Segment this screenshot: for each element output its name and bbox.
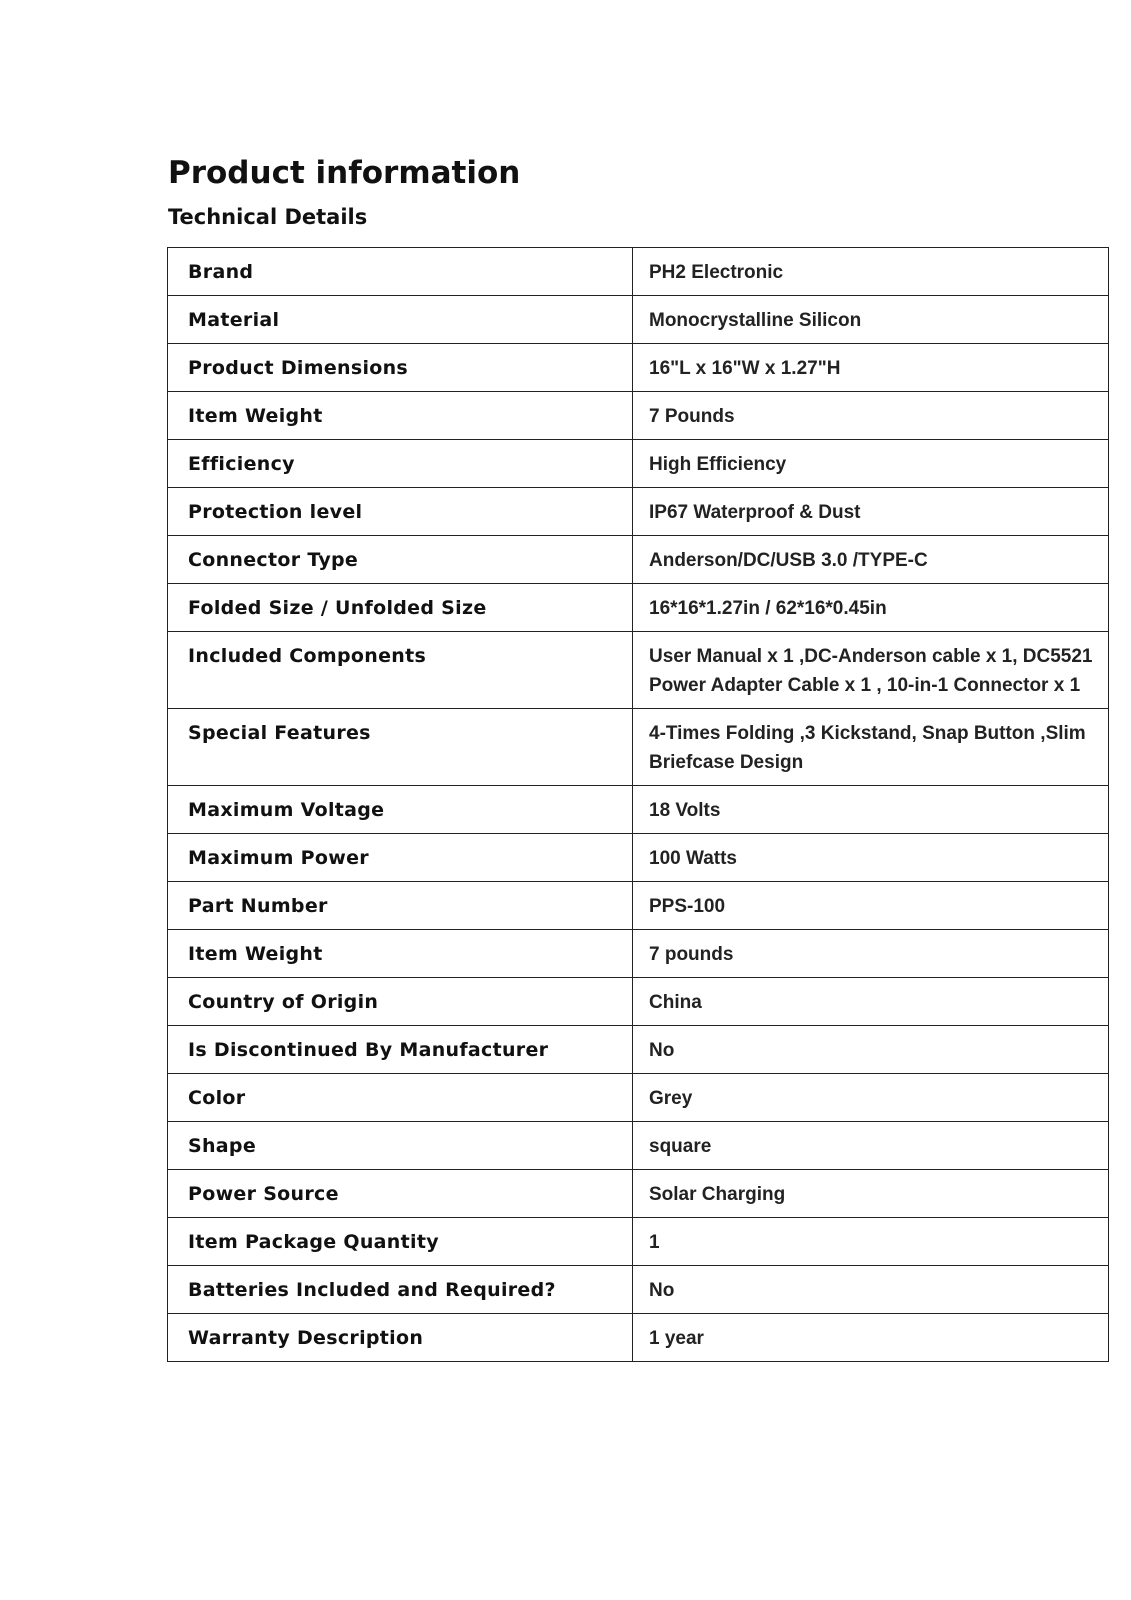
row-value: 1 year: [633, 1314, 1109, 1362]
table-row: [168, 709, 1109, 786]
row-value: 16"L x 16"W x 1.27"H: [633, 344, 1109, 392]
row-label: Color: [168, 1074, 633, 1122]
row-label: Special Features: [168, 709, 633, 786]
row-label: Protection level: [168, 488, 633, 536]
row-value: High Efficiency: [633, 440, 1109, 488]
row-value: 1: [633, 1218, 1109, 1266]
table-row: [168, 584, 1109, 632]
row-value: China: [633, 978, 1109, 1026]
table-row: [168, 248, 1109, 296]
row-label: Connector Type: [168, 536, 633, 584]
row-value: No: [633, 1026, 1109, 1074]
technical-details-table: [167, 247, 1109, 1362]
row-value: Anderson/DC/USB 3.0 /TYPE-C: [633, 536, 1109, 584]
table-row: [168, 1314, 1109, 1362]
table-row: [168, 344, 1109, 392]
table-row: [168, 786, 1109, 834]
row-value: 7 pounds: [633, 930, 1109, 978]
row-value: PPS-100: [633, 882, 1109, 930]
row-label: Is Discontinued By Manufacturer: [168, 1026, 633, 1074]
row-label: Included Components: [168, 632, 633, 709]
table-row: [168, 1026, 1109, 1074]
row-label: Shape: [168, 1122, 633, 1170]
row-value: 16*16*1.27in / 62*16*0.45in: [633, 584, 1109, 632]
table-row: [168, 488, 1109, 536]
row-label: Batteries Included and Required?: [168, 1266, 633, 1314]
row-label: Item Weight: [168, 930, 633, 978]
row-value: square: [633, 1122, 1109, 1170]
row-value: Grey: [633, 1074, 1109, 1122]
table-row: [168, 392, 1109, 440]
row-label: Brand: [168, 248, 633, 296]
row-value: 100 Watts: [633, 834, 1109, 882]
table-row: [168, 440, 1109, 488]
table-row: [168, 930, 1109, 978]
row-value: IP67 Waterproof & Dust: [633, 488, 1109, 536]
page-title: Product information: [168, 155, 521, 191]
row-label: Efficiency: [168, 440, 633, 488]
row-label: Maximum Power: [168, 834, 633, 882]
table-row: [168, 1122, 1109, 1170]
row-value: 7 Pounds: [633, 392, 1109, 440]
table-row: [168, 1074, 1109, 1122]
row-label: Product Dimensions: [168, 344, 633, 392]
row-label: Power Source: [168, 1170, 633, 1218]
row-label: Warranty Description: [168, 1314, 633, 1362]
row-value: 18 Volts: [633, 786, 1109, 834]
table-row: [168, 536, 1109, 584]
row-label: Material: [168, 296, 633, 344]
row-value: Solar Charging: [633, 1170, 1109, 1218]
row-value: PH2 Electronic: [633, 248, 1109, 296]
section-title: Technical Details: [168, 205, 368, 229]
row-label: Item Weight: [168, 392, 633, 440]
row-value: 4-Times Folding ,3 Kickstand, Snap Button ,Slim Briefcase Design: [633, 709, 1109, 786]
row-label: Part Number: [168, 882, 633, 930]
row-value: Monocrystalline Silicon: [633, 296, 1109, 344]
table-row: [168, 834, 1109, 882]
table-row: [168, 882, 1109, 930]
table-row: [168, 632, 1109, 709]
row-value: User Manual x 1 ,DC-Anderson cable x 1, DC5521 Power Adapter Cable x 1 , 10-in-1 Connector x 1: [633, 632, 1109, 709]
table-row: [168, 1266, 1109, 1314]
row-value: No: [633, 1266, 1109, 1314]
table-row: [168, 296, 1109, 344]
row-label: Folded Size / Unfolded Size: [168, 584, 633, 632]
table-row: [168, 1218, 1109, 1266]
table-row: [168, 978, 1109, 1026]
table-row: [168, 1170, 1109, 1218]
row-label: Country of Origin: [168, 978, 633, 1026]
document-page: [168, 150, 1109, 1349]
row-label: Maximum Voltage: [168, 786, 633, 834]
row-label: Item Package Quantity: [168, 1218, 633, 1266]
